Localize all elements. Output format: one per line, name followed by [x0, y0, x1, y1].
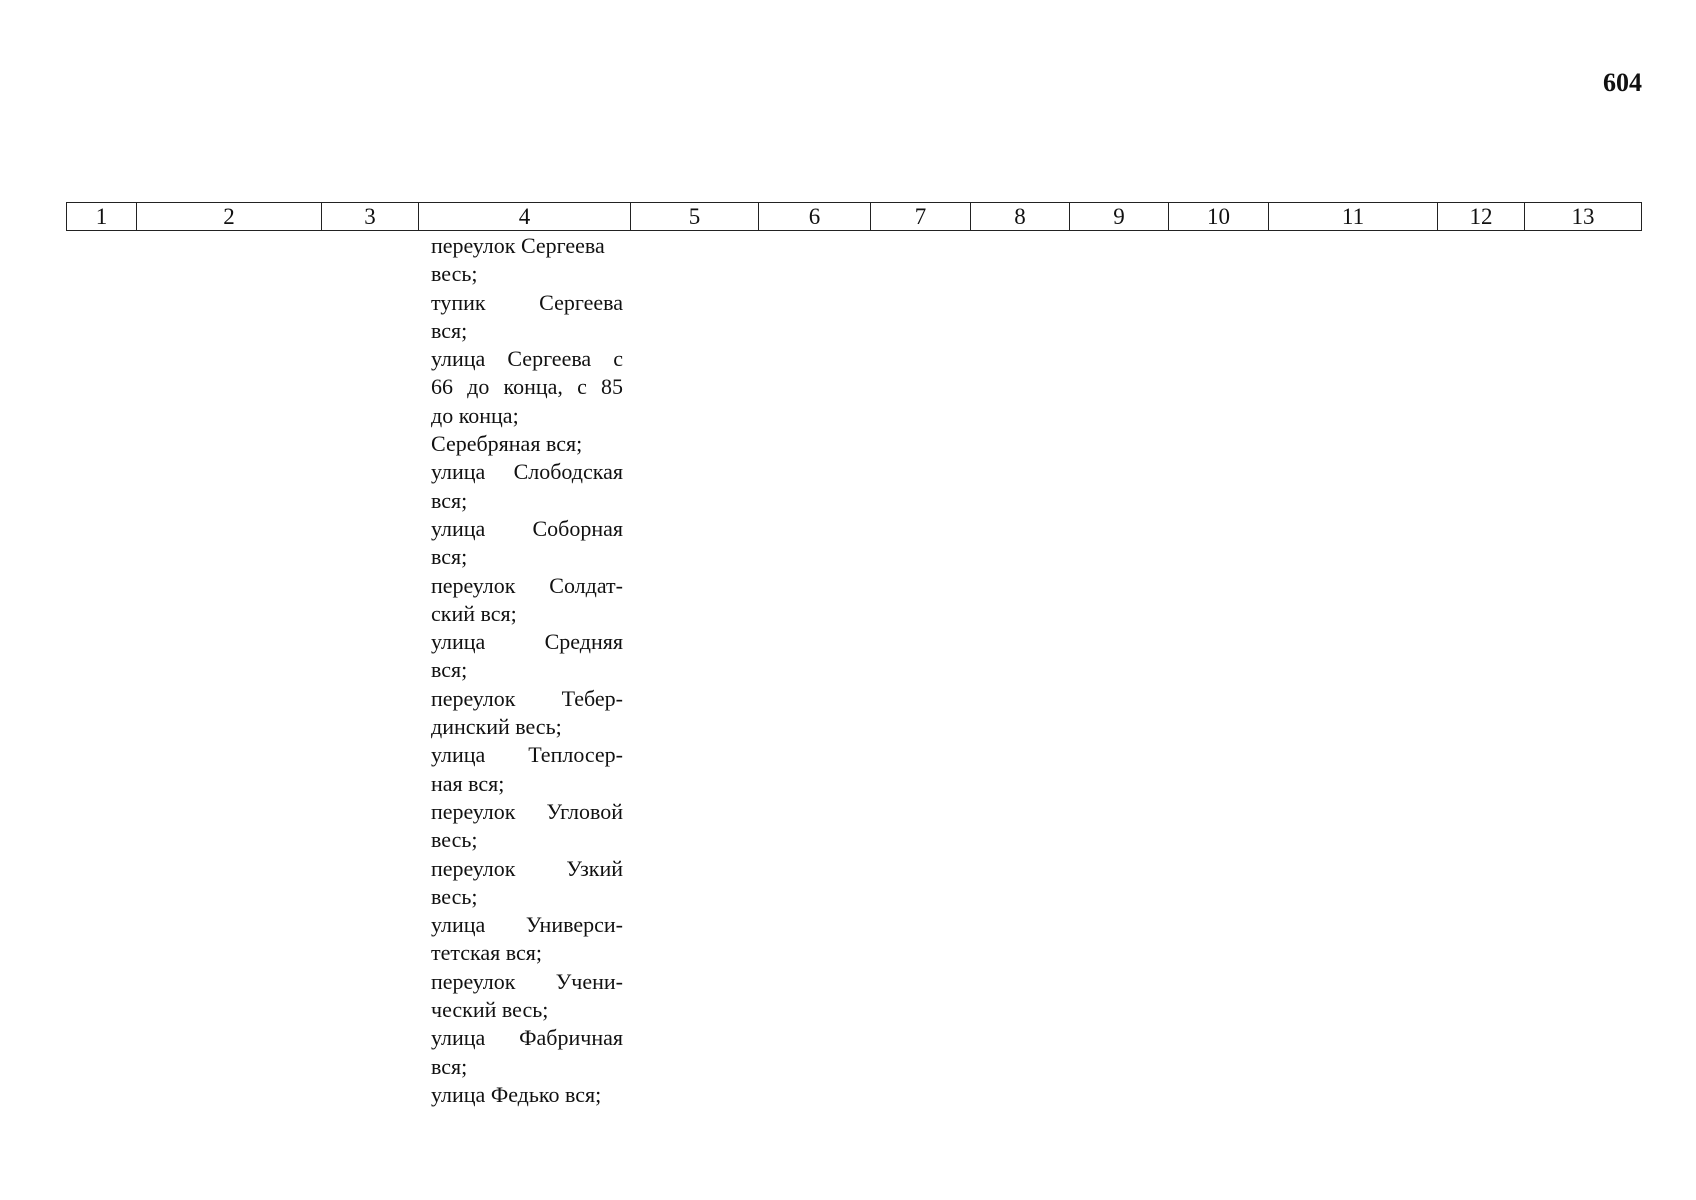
street-list-line: переулок Сергеева: [431, 233, 605, 258]
street-list-line: вся;: [431, 1053, 468, 1079]
street-list-line: переулок Узкий: [431, 855, 623, 881]
column-number-header: [66, 202, 1642, 231]
street-list-line: динский весь;: [431, 714, 562, 740]
street-list-line: переулок Солдат-: [431, 572, 623, 598]
column-header-13: 13: [1525, 203, 1642, 231]
column-header-11: 11: [1269, 203, 1438, 231]
street-list-line: улица Федько вся;: [431, 1081, 602, 1107]
column-header-4: 4: [419, 203, 631, 231]
column-header-2: 2: [137, 203, 322, 231]
street-list-line: улица Теплосер-: [431, 742, 623, 768]
street-list-line: переулок Учени-: [431, 968, 623, 994]
column-header-10: 10: [1169, 203, 1269, 231]
column-header-3: 3: [322, 203, 419, 231]
street-list-line: улица Фабричная: [431, 1025, 623, 1051]
street-list-line: улица Универси-: [431, 912, 623, 938]
column-header-6: 6: [759, 203, 871, 231]
street-list-line: улица Сергеева с: [431, 346, 623, 372]
street-list-line: Серебряная вся;: [431, 431, 583, 457]
street-list-line: вся;: [431, 657, 468, 683]
column-header-7: 7: [871, 203, 971, 231]
street-list-line: улица Слободская: [431, 459, 623, 485]
street-list-line: ческий весь;: [431, 997, 549, 1023]
street-list-line: вся;: [431, 544, 468, 570]
column-header-5: 5: [631, 203, 759, 231]
column-header-9: 9: [1070, 203, 1169, 231]
street-list-line: до конца;: [431, 402, 519, 428]
street-list: [431, 232, 623, 1109]
column-header-8: 8: [971, 203, 1070, 231]
street-list-line: весь;: [431, 261, 478, 287]
street-list-line: вся;: [431, 487, 468, 513]
street-list-line: весь;: [431, 827, 478, 853]
page-number: 604: [1603, 68, 1642, 97]
street-list-line: вся;: [431, 317, 468, 343]
street-list-line: весь;: [431, 883, 478, 909]
column-header-12: 12: [1438, 203, 1525, 231]
street-list-line: переулок Тебер-: [431, 685, 623, 711]
street-list-line: улица Соборная: [431, 515, 623, 541]
street-list-line: тетская вся;: [431, 940, 543, 966]
column-header-1: 1: [67, 203, 137, 231]
street-list-line: переулок Угловой: [431, 798, 623, 824]
street-list-line: ная вся;: [431, 770, 505, 796]
street-list-line: 66 до конца, с 85: [431, 374, 623, 400]
street-list-line: улица Средняя: [431, 629, 623, 655]
street-list-line: тупик Сергеева: [431, 289, 623, 315]
street-list-line: ский вся;: [431, 600, 517, 626]
